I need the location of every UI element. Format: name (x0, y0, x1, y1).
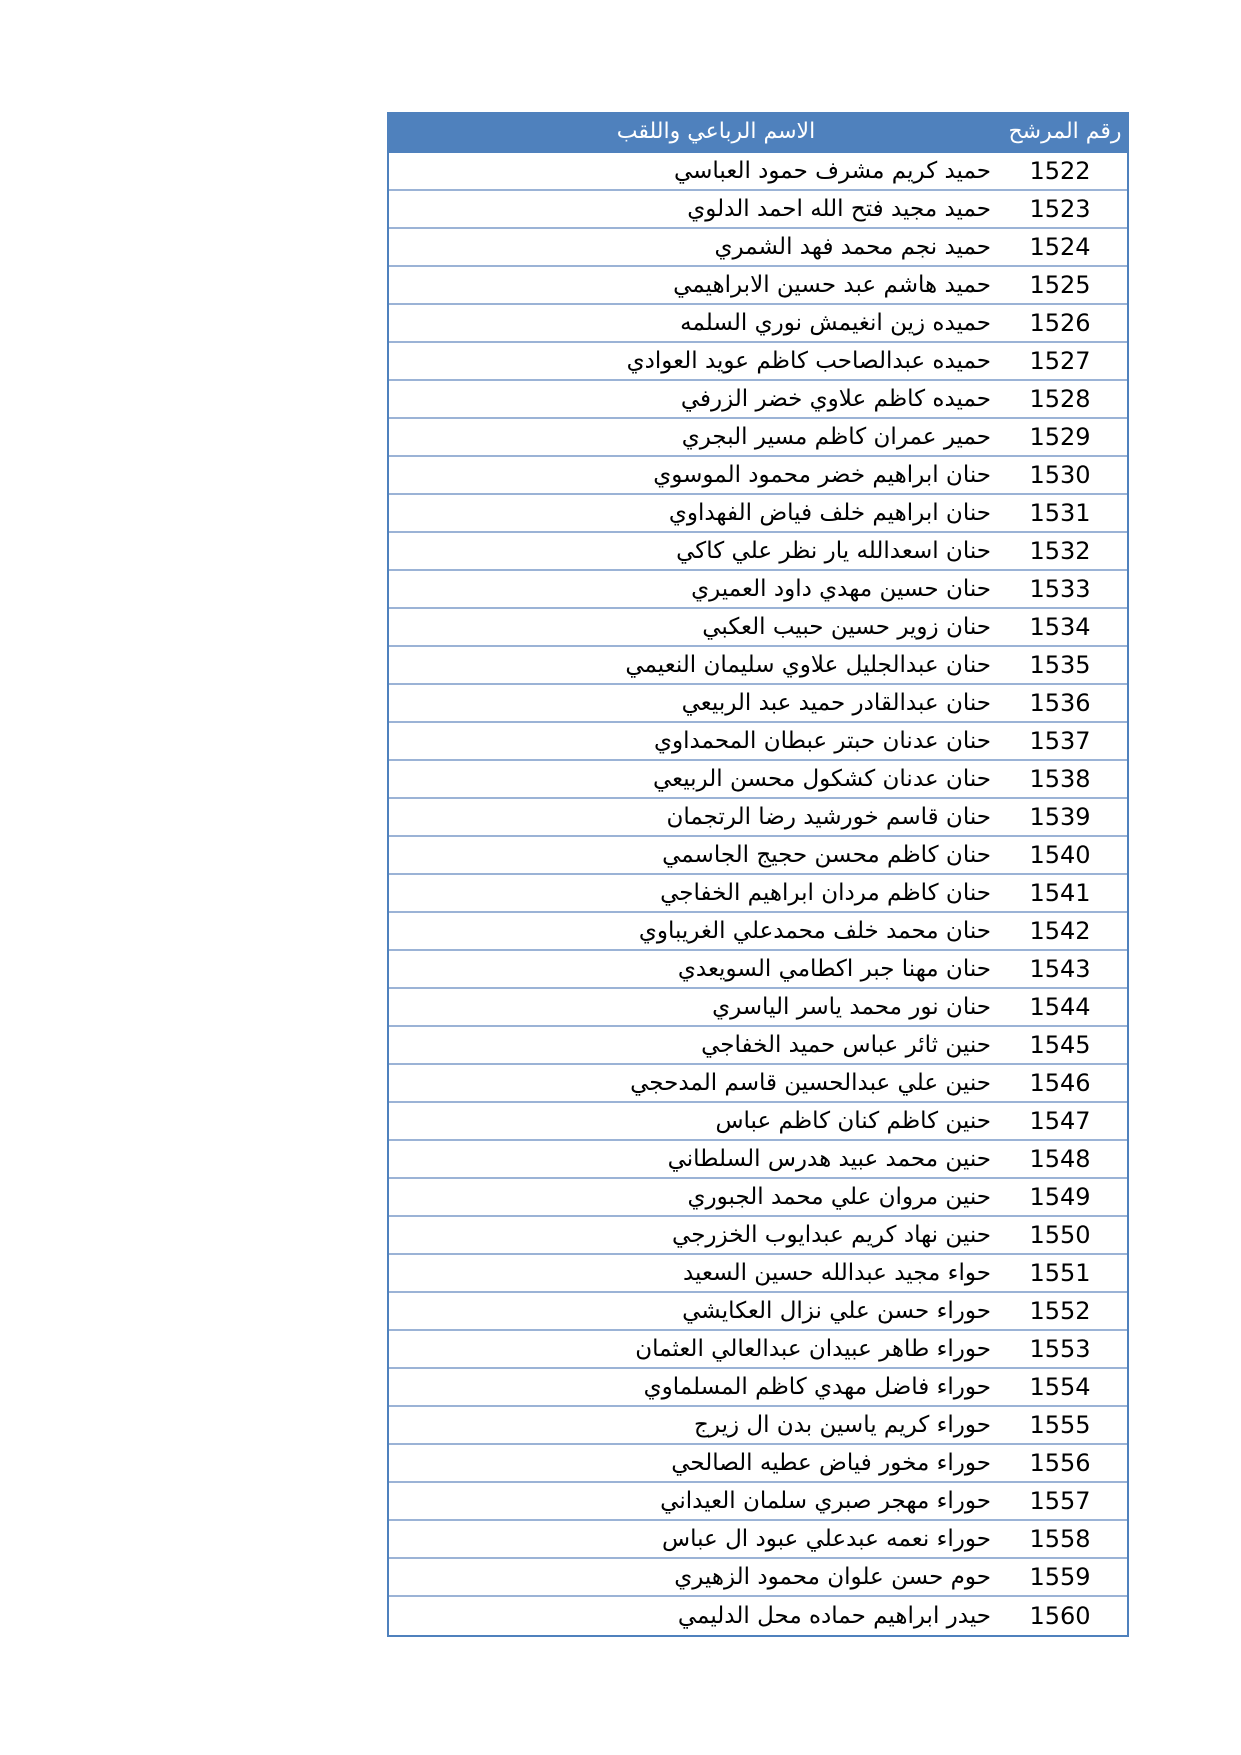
table-row (389, 1597, 1127, 1635)
candidate-number: 1558 (1029, 1525, 1091, 1553)
candidate-name: حميد كريم مشرف حمود العباسي (673, 158, 991, 184)
table-row (389, 1407, 1127, 1445)
candidate-number: 1555 (1029, 1411, 1091, 1439)
candidate-number: 1553 (1029, 1335, 1091, 1363)
candidates-table (387, 112, 1129, 1637)
candidate-name: حوراء حسن علي نزال العكايشي (682, 1298, 991, 1324)
table-row (389, 1483, 1127, 1521)
candidate-name: حنان ابراهيم خلف فياض الفهداوي (668, 500, 991, 526)
table-row (389, 1521, 1127, 1559)
candidate-number: 1535 (1029, 651, 1091, 679)
candidate-name: حميده زين انغيمش نوري السلمه (680, 310, 991, 336)
candidate-number: 1548 (1029, 1145, 1091, 1173)
table-row (389, 1103, 1127, 1141)
candidate-name: حنان اسعدالله يار نظر علي كاكي (676, 538, 991, 564)
candidate-number: 1527 (1029, 347, 1091, 375)
table-row (389, 989, 1127, 1027)
table-row (389, 685, 1127, 723)
table-row (389, 875, 1127, 913)
candidate-name: حوراء كريم ياسين بدن ال زيرج (694, 1412, 991, 1438)
candidate-name: حنين محمد عبيد هدرس السلطاني (667, 1146, 991, 1172)
candidate-name: حنين كاظم كنان كاظم عباس (715, 1108, 991, 1134)
candidate-name: حوراء طاهر عبيدان عبدالعالي العثمان (635, 1336, 991, 1362)
table-row (389, 1179, 1127, 1217)
table-row (389, 1559, 1127, 1597)
table-row (389, 419, 1127, 457)
table-row (389, 495, 1127, 533)
table-row (389, 305, 1127, 343)
candidate-name: حميد هاشم عبد حسين الابراهيمي (673, 272, 991, 298)
table-row (389, 1027, 1127, 1065)
table-row (389, 1255, 1127, 1293)
table-row (389, 229, 1127, 267)
candidate-name: حنان مهنا جبر اكطامي السويعدي (677, 956, 991, 982)
table-row (389, 191, 1127, 229)
candidate-number: 1546 (1029, 1069, 1091, 1097)
candidate-number: 1536 (1029, 689, 1091, 717)
candidate-number: 1533 (1029, 575, 1091, 603)
candidate-number: 1552 (1029, 1297, 1091, 1325)
candidate-name: حميده عبدالصاحب كاظم عويد العوادي (626, 348, 991, 374)
candidate-number: 1556 (1029, 1449, 1091, 1477)
table-row (389, 1369, 1127, 1407)
candidate-name: حنان قاسم خورشيد رضا الرتجمان (666, 804, 991, 830)
candidate-name: حنان عدنان كشكول محسن الربيعي (652, 766, 991, 792)
candidate-name: حنان عبدالقادر حميد عبد الربيعي (681, 690, 991, 716)
candidate-number: 1532 (1029, 537, 1091, 565)
table-row (389, 913, 1127, 951)
candidate-number: 1541 (1029, 879, 1091, 907)
candidate-name: حميد مجيد فتح الله احمد الدلوي (687, 196, 991, 222)
candidate-name: حنان عبدالجليل علاوي سليمان النعيمي (625, 652, 991, 678)
candidate-number: 1526 (1029, 309, 1091, 337)
candidate-name: حيدر ابراهيم حماده محل الدليمي (677, 1603, 991, 1629)
candidate-number: 1522 (1029, 157, 1091, 185)
table-row (389, 381, 1127, 419)
candidate-name: حنين ثائر عباس حميد الخفاجي (701, 1032, 991, 1058)
candidate-name: حنان ابراهيم خضر محمود الموسوي (653, 462, 991, 488)
candidate-number: 1534 (1029, 613, 1091, 641)
candidate-number: 1530 (1029, 461, 1091, 489)
candidate-number: 1523 (1029, 195, 1091, 223)
candidate-name: حوراء مهجر صبري سلمان العيداني (660, 1488, 991, 1514)
candidate-name: حنان محمد خلف محمدعلي الغريباوي (638, 918, 991, 944)
table-row (389, 1217, 1127, 1255)
candidate-name: حنين نهاد كريم عبدايوب الخزرجي (672, 1222, 991, 1248)
candidate-name: حوم حسن علوان محمود الزهيري (674, 1564, 991, 1590)
candidate-number: 1524 (1029, 233, 1091, 261)
table-row (389, 1445, 1127, 1483)
candidate-name: حواء مجيد عبدالله حسين السعيد (682, 1260, 991, 1286)
table-row (389, 837, 1127, 875)
header-full-name: الاسم الرباعي واللقب (616, 119, 816, 144)
candidate-name: حنين مروان علي محمد الجبوري (687, 1184, 991, 1210)
candidate-name: حنان نور محمد ياسر الياسري (712, 994, 991, 1020)
candidate-number: 1554 (1029, 1373, 1091, 1401)
candidate-name: حنان كاظم محسن حجيج الجاسمي (662, 842, 991, 868)
table-row (389, 609, 1127, 647)
table-row (389, 761, 1127, 799)
candidate-name: حميد نجم محمد فهد الشمري (714, 234, 991, 260)
candidate-number: 1525 (1029, 271, 1091, 299)
header-candidate-number: رقم المرشح (1008, 119, 1122, 144)
candidate-number: 1529 (1029, 423, 1091, 451)
candidate-number: 1547 (1029, 1107, 1091, 1135)
table-row (389, 723, 1127, 761)
candidate-number: 1543 (1029, 955, 1091, 983)
candidate-number: 1537 (1029, 727, 1091, 755)
candidate-number: 1538 (1029, 765, 1091, 793)
candidate-name: حمير عمران كاظم مسير البجري (681, 424, 991, 450)
candidate-name: حنان كاظم مردان ابراهيم الخفاجي (660, 880, 991, 906)
table-row (389, 267, 1127, 305)
candidate-number: 1545 (1029, 1031, 1091, 1059)
table-row (389, 951, 1127, 989)
table-row (389, 343, 1127, 381)
candidate-number: 1542 (1029, 917, 1091, 945)
candidate-name: حنان حسين مهدي داود العميري (691, 576, 991, 602)
candidate-number: 1560 (1029, 1602, 1091, 1630)
candidate-number: 1528 (1029, 385, 1091, 413)
table-row (389, 647, 1127, 685)
table-row (389, 571, 1127, 609)
candidate-name: حنان عدنان حبتر عبطان المحمداوي (653, 728, 991, 754)
candidate-name: حميده كاظم علاوي خضر الزرفي (680, 386, 991, 412)
table-row (389, 799, 1127, 837)
table-row (389, 1331, 1127, 1369)
candidate-name: حوراء فاضل مهدي كاظم المسلماوي (643, 1374, 991, 1400)
candidate-number: 1551 (1029, 1259, 1091, 1287)
candidate-name: حنين علي عبدالحسين قاسم المدحجي (630, 1070, 991, 1096)
table-body (389, 153, 1127, 1635)
table-row (389, 1141, 1127, 1179)
candidate-number: 1539 (1029, 803, 1091, 831)
candidate-number: 1549 (1029, 1183, 1091, 1211)
table-row (389, 457, 1127, 495)
candidate-name: حوراء نعمه عبدعلي عبود ال عباس (662, 1526, 991, 1552)
table-header (389, 112, 1127, 153)
table-row (389, 533, 1127, 571)
candidate-number: 1559 (1029, 1563, 1091, 1591)
table-row (389, 1065, 1127, 1103)
candidate-name: حوراء مخور فياض عطيه الصالحي (671, 1450, 991, 1476)
candidate-number: 1557 (1029, 1487, 1091, 1515)
candidate-number: 1540 (1029, 841, 1091, 869)
candidate-name: حنان زوير حسين حبيب العكبي (702, 614, 991, 640)
table-row (389, 1293, 1127, 1331)
candidate-number: 1544 (1029, 993, 1091, 1021)
candidate-number: 1531 (1029, 499, 1091, 527)
candidate-number: 1550 (1029, 1221, 1091, 1249)
table-row (389, 153, 1127, 191)
